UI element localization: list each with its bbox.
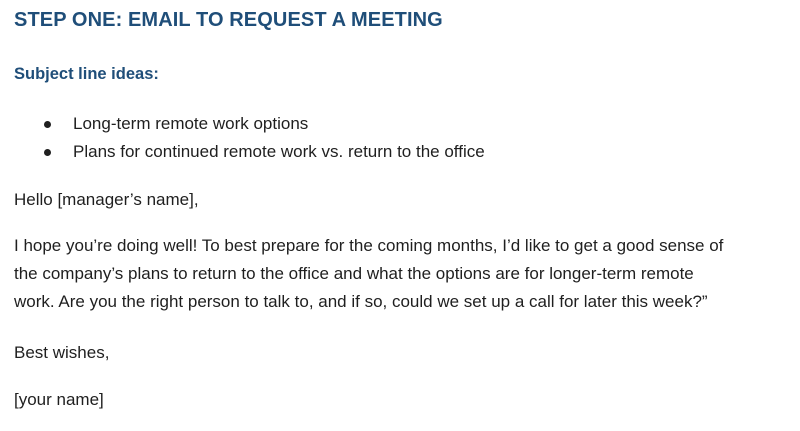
subject-line-heading: Subject line ideas: [14,65,159,83]
bullet-icon [44,121,51,128]
email-body [14,232,723,316]
email-greeting: Hello [manager’s name], [14,190,199,209]
step-heading: STEP ONE: EMAIL TO REQUEST A MEETING [14,9,443,31]
email-body-line: the company’s plans to return to the office and what the options are for longer-term remote [14,264,694,283]
bullet-icon [44,149,51,156]
subject-idea-text: Long-term remote work options [73,114,309,133]
subject-idea-text: Plans for continued remote work vs. return to the office [73,142,485,161]
email-body-line: I hope you’re doing well! To best prepare for the coming months, I’d like to get a good sense of [14,236,724,255]
email-signoff: Best wishes, [14,343,110,362]
email-body-line: work. Are you the right person to talk to, and if so, could we set up a call for later this week?” [14,292,708,311]
email-signature: [your name] [14,390,104,409]
